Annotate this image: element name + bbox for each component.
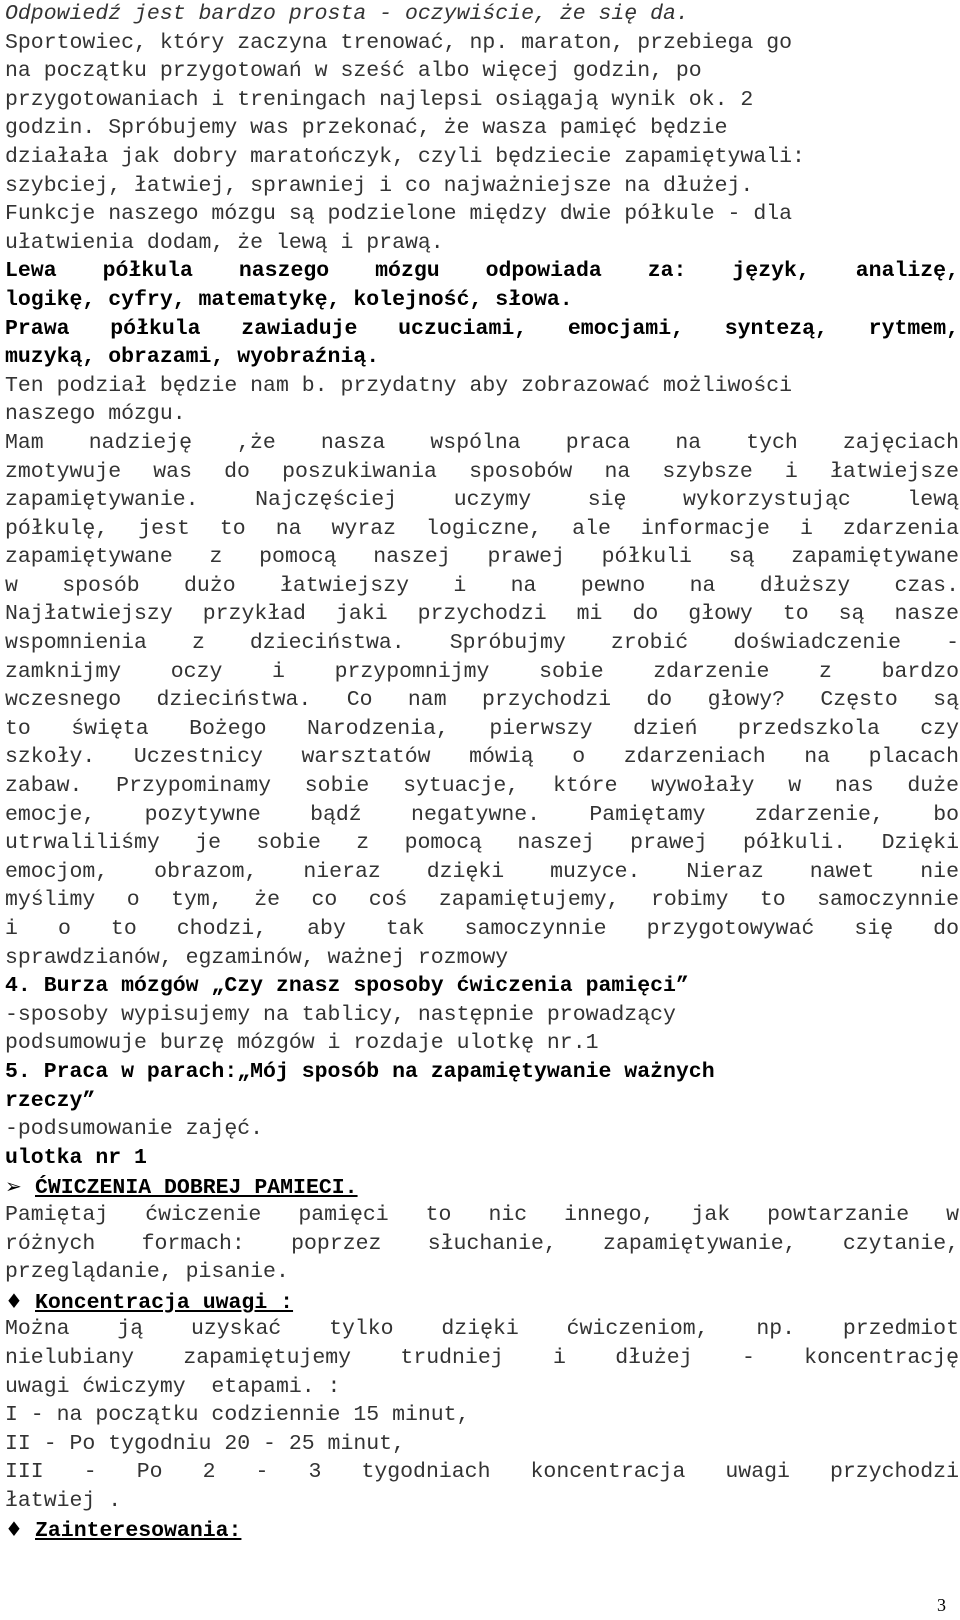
division-line: Ten podział będzie nam b. przydatny aby zobrazować możliwości — [5, 373, 793, 398]
main-paragraph-line: zamknijmy oczy i przypomnijmy sobie zdarzenie z bardzo — [5, 659, 959, 684]
main-paragraph-line: półkulę, jest to na wyraz logiczne, ale informacje i zdarzenia — [5, 516, 959, 541]
main-paragraph-line: wspomnienia z dzieciństwa. Spróbujmy zrobić doświadczenie - — [5, 631, 959, 656]
concentration-text-line: uwagi ćwiczymy etapami. : — [5, 1374, 341, 1399]
section-4-text: -sposoby wypisujemy na tablicy, następnie prowadzący — [5, 1002, 676, 1027]
main-paragraph-line: zapamiętywanie. Najczęściej uczymy się wykorzystując lewą — [5, 488, 959, 513]
concentration-stage-line: II - Po tygodniu 20 - 25 minut, — [5, 1431, 405, 1456]
main-paragraph-line: utrwaliliśmy je sobie z pomocą naszej prawej półkuli. Dzięki — [5, 831, 959, 856]
main-paragraph-line: zmotywuje was do poszukiwania sposobów na szybsze i łatwiejsze — [5, 459, 959, 484]
concentration-stage-line: I - na początku codziennie 15 minut, — [5, 1403, 470, 1428]
page-number: 3 — [937, 1595, 946, 1615]
concentration-heading-row — [5, 1287, 959, 1316]
main-paragraph-line: Najłatwiejszy przykład jaki przychodzi mi do głowy to są nasze — [5, 602, 959, 627]
main-paragraph-line: i o to chodzi, aby tak samoczynnie przygotowywać się do — [5, 917, 959, 941]
intro-italic-line: Odpowiedź jest bardzo prosta - oczywiście, że się da. — [5, 2, 689, 26]
main-paragraph-line: Mam nadzieję ,że nasza wspólna praca na tych zajęciach — [5, 430, 959, 455]
main-paragraph-line: szkoły. Uczestnicy warsztatów mówią o zdarzeniach na placach — [5, 745, 959, 770]
intro-line: działała jak dobry maratończyk, czyli będziecie zapamiętywali: — [5, 144, 805, 169]
intro-line: Funkcje naszego mózgu są podzielone między dwie półkule - dla — [5, 202, 793, 227]
left-hemisphere-line: Lewa półkula naszego mózgu odpowiada za: język, analizę, — [5, 259, 959, 284]
main-paragraph-line: wczesnego dzieciństwa. Co nam przychodzi do głowy? Często są — [5, 688, 959, 713]
right-hemisphere-line: Prawa półkula zawiaduje uczuciami, emocjami, syntezą, rytmem, — [5, 316, 959, 341]
main-paragraph-line: to święta Bożego Narodzenia, pierwszy dzień przedszkola czy — [5, 716, 959, 741]
left-hemisphere-line: logikę, cyfry, matematykę, kolejność, słowa. — [5, 287, 573, 312]
section-5-title: 5. Praca w parach:„Mój sposób na zapamiętywanie ważnych — [5, 1059, 715, 1084]
concentration-text-line: nielubiany zapamiętujemy trudniej i dłużej - koncentrację — [5, 1345, 959, 1370]
diamond-bullet-icon: ♦ — [5, 1517, 23, 1542]
intro-line: Sportowiec, który zaczyna trenować, np. maraton, przebiega go — [5, 30, 793, 55]
main-paragraph-line: w sposób dużo łatwiejszy i na pewno na dłuższy czas. — [5, 573, 959, 598]
right-hemisphere-line: muzyką, obrazami, wyobraźnią. — [5, 345, 380, 370]
diamond-bullet-icon: ♦ — [5, 1288, 23, 1313]
section-5-title: rzeczy” — [5, 1088, 96, 1113]
intro-line: ułatwienia dodam, że lewą i prawą. — [5, 230, 444, 255]
main-paragraph-line: myślimy o tym, że co coś zapamiętujemy, robimy to samoczynnie — [5, 888, 959, 913]
exercises-heading: ĆWICZENIA DOBREJ PAMIECI. — [35, 1176, 358, 1201]
exercises-text-line: różnych formach: poprzez słuchanie, zapamiętywanie, czytanie, — [5, 1231, 959, 1256]
exercises-heading-row — [5, 1172, 959, 1201]
intro-line: szybciej, łatwiej, sprawniej i co najważniejsze na dłużej. — [5, 173, 754, 198]
main-paragraph-line: zabaw. Przypominamy sobie sytuacje, które wywołały w nas duże — [5, 774, 959, 799]
concentration-stage-line: III - Po 2 - 3 tygodniach koncentracja uwagi przychodzi — [5, 1460, 959, 1485]
section-4-title: 4. Burza mózgów „Czy znasz sposoby ćwiczenia pamięci” — [5, 974, 689, 999]
division-line: naszego mózgu. — [5, 402, 186, 427]
main-paragraph-line: emocje, pozytywne bądź negatywne. Pamiętamy zdarzenie, bo — [5, 802, 959, 827]
interests-heading-row — [5, 1515, 959, 1544]
concentration-text-line: Można ją uzyskać tylko dzięki ćwiczeniom, np. przedmiot — [5, 1317, 959, 1342]
leaflet-title: ulotka nr 1 — [5, 1145, 147, 1170]
document-content — [5, 0, 959, 1544]
main-paragraph-line: zapamiętywane z pomocą naszej prawej półkuli są zapamiętywane — [5, 545, 959, 570]
section-4-text: podsumowuje burzę mózgów i rozdaje ulotkę nr.1 — [5, 1031, 599, 1056]
intro-line: na początku przygotowań w sześć albo więcej godzin, po — [5, 59, 702, 84]
exercises-text-line: Pamiętaj ćwiczenie pamięci to nic innego, jak powtarzanie w — [5, 1202, 959, 1227]
section-5-text: -podsumowanie zajęć. — [5, 1117, 264, 1142]
arrow-bullet-icon: ➢ — [5, 1174, 22, 1199]
interests-heading: Zainteresowania: — [35, 1519, 242, 1544]
intro-line: godzin. Spróbujemy was przekonać, że wasza pamięć będzie — [5, 116, 728, 141]
intro-line: przygotowaniach i treningach najlepsi osiągają wynik ok. 2 — [5, 87, 754, 112]
main-paragraph-line: sprawdzianów, egzaminów, ważnej rozmowy — [5, 945, 509, 970]
concentration-heading: Koncentracja uwagi : — [35, 1290, 294, 1315]
main-paragraph-line: emocjom, obrazom, nieraz dzięki muzyce. Nieraz nawet nie — [5, 859, 959, 884]
exercises-text-line: przeglądanie, pisanie. — [5, 1260, 289, 1285]
concentration-stage-line: łatwiej . — [5, 1488, 122, 1513]
